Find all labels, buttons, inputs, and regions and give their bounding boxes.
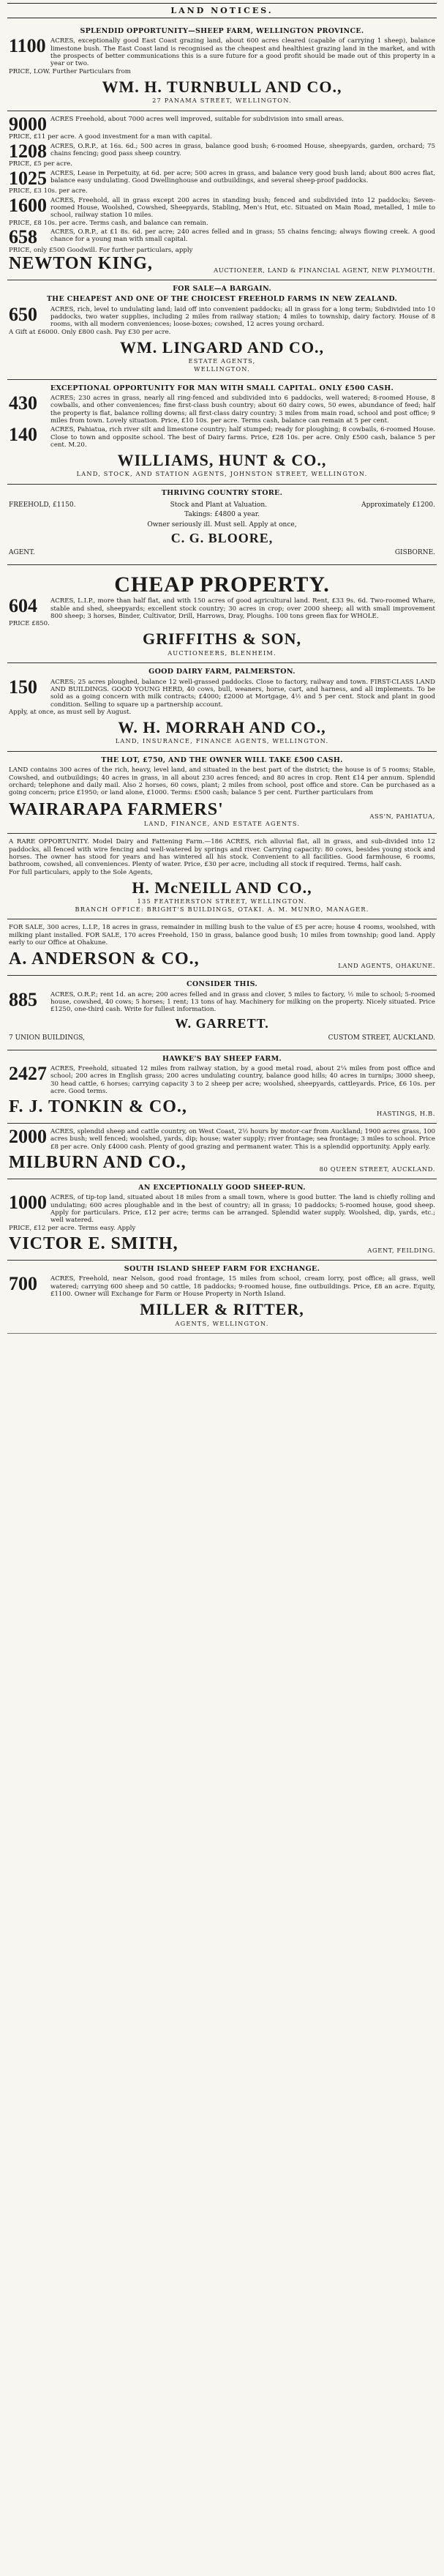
firm-name: W. H. MORRAH AND CO.,	[118, 718, 326, 737]
firm-name: WILLIAMS, HUNT & CO.,	[117, 451, 327, 470]
land-notices-page	[7, 0, 437, 1334]
ad-body: ACRES, O.R.P., at £1 8s. 6d. per acre; 240 acres felled and in grass; 55 chains fencing; always flowing creek. A good chance for a young man with small capital.	[50, 228, 435, 244]
ad-price: PRICE, only £500 Goodwill. For further particulars, apply	[9, 246, 193, 254]
ad-acreage: 700	[9, 1273, 37, 1295]
ad-body: ACRES, exceptionally good East Coast grazing land, about 600 acres cleared (capable of carrying 1 sheep), balance limestone bush. The East Coast land is recognised as the cheapest and healthiest grazing land in the market, and with the prospects of better communications this is a sure future for a good profit should be made out of this property in a year or two.	[50, 37, 435, 68]
ad-tonkin	[7, 1050, 437, 1124]
firm-name: WM. H. TURNBULL AND CO.,	[102, 77, 342, 96]
ad-price: A Gift at £6000. Only £800 cash. Pay £30 per acre.	[9, 328, 171, 336]
ad-body: ACRES; 25 acres ploughed, balance 12 well-grassed paddocks. Close to factory, railway and town. FIRST-CLASS LAND AND BUILDINGS. GOOD YOUNG HERD, 40 cows, bull, weaners, horse, cart, and harness, and all implements. To be sold as a going concern with milk contracts; £4000; £2000 at Mortgage, 4½ and 5 per cent. Stock and plant in good condition. Selling to square up a partnership account.	[50, 678, 435, 709]
ad-price: PRICE, LOW. Further Particulars from	[9, 67, 131, 75]
ad-acreage: 885	[9, 988, 37, 1010]
listing	[9, 194, 435, 220]
firm-title: AUCTIONEERS, BLENHEIM.	[168, 649, 276, 657]
firm-city: WELLINGTON.	[194, 365, 250, 373]
ad-headline: AN EXCEPTIONALLY GOOD SHEEP-RUN.	[138, 1184, 306, 1192]
ad-headline: FOR SALE—A BARGAIN.	[173, 285, 271, 294]
ad-body: ACRES, splendid sheep and cattle country, on West Coast, 2½ hours by motor-car from Auckland; 1900 acres grass, 100 acres bush; well fenced; woolshed, yards, dip; house; water supply; river frontage; sea frontage; 3 miles to school. Price £8 per acre. Only £4000 cash. Plenty of good grazing and permanent water. This is a splendid opportunity. Apply early.	[50, 1128, 435, 1151]
ad-price: PRICE, £12 per acre. Terms easy. Apply	[9, 1224, 136, 1232]
firm-name: MILLER & RITTER,	[140, 1300, 304, 1319]
ad-acreage: 1025	[9, 167, 47, 189]
stock-terms: Stock and Plant at Valuation.	[170, 501, 268, 509]
firm-footer	[9, 547, 435, 559]
ad-williams-hunt	[7, 380, 437, 485]
ad-headline: THRIVING COUNTRY STORE.	[161, 489, 283, 497]
ad-body: A RARE OPPORTUNITY. Model Dairy and Fattening Farm.—186 ACRES, rich alluvial flat, all in grass, and sub-divided into 12 paddocks, all fenced with wire fencing and well-watered by springs and river. Carrying capacity: 80 cows, besides young stock and horses. The owner has stood for years and has wintered all his stock. Convenient to all facilities. Good farmhouse, 6 rooms, bathroom, cowshed, all conveniences. Plenty of water. Price, £30 per acre, including all stock if required. Terms, half cash.	[9, 838, 435, 869]
ad-headline: SPLENDID OPPORTUNITY—SHEEP FARM, WELLINGTON PROVINCE.	[80, 27, 364, 35]
ad-wairarapa	[7, 752, 437, 834]
firm-title: LAND, FINANCE, AND ESTATE AGENTS.	[143, 819, 301, 827]
listing	[9, 228, 435, 247]
ad-acreage: 1100	[9, 35, 46, 57]
ad-mcneill	[7, 834, 437, 919]
firm-name: F. J. TONKIN & CO.,	[9, 1097, 187, 1117]
store-terms	[9, 499, 435, 511]
ad-miller-ritter	[7, 1261, 437, 1334]
approx-value: Approximately £1200.	[361, 501, 435, 509]
ad-milburn	[7, 1124, 437, 1179]
listing	[9, 167, 435, 189]
ad-bloore	[7, 485, 437, 565]
firm-title: LAND, INSURANCE, FINANCE AGENTS, WELLINGTON.	[115, 737, 329, 745]
ad-acreage: 1000	[9, 1192, 47, 1214]
ad-acreage: 150	[9, 676, 37, 698]
ad-headline: HAWKE'S BAY SHEEP FARM.	[162, 1054, 282, 1063]
ad-body: ACRES, L.I.P., more than half flat, and with 150 acres of good agricultural land. Rent, £33 9s. 6d. Two-roomed Whare, stable and shed, sheepyards; excellent stock country; 30 acres in crop; over 2000 sheep; all with small improvement 800 sheep; 3 horses, Binder, Cultivator, Drill, Harrows, Dray, Ploughs. 100 tons green flax for WHOLE.	[50, 597, 435, 620]
firm-name: MILBURN AND CO.,	[9, 1153, 187, 1173]
ad-body: ACRES, Lease in Perpetuity, at 6d. per acre; 500 acres in grass, and balance very good bush land; about 800 acres flat, balance easy undulating. Good Dwellinghouse and outbuildings, and several sheep-proof paddocks.	[50, 169, 435, 185]
firm-address: 7 UNION BUILDINGS,	[9, 1034, 85, 1042]
ad-headline: EXCEPTIONAL OPPORTUNITY FOR MAN WITH SMALL CAPITAL. ONLY £500 CASH.	[50, 384, 394, 392]
ad-lingard	[7, 280, 437, 380]
firm-name: H. McNEILL AND CO.,	[132, 878, 312, 897]
ad-acreage: 140	[9, 424, 37, 446]
ad-body: ACRES; 230 acres in grass, nearly all ring-fenced and subdivided into 6 paddocks, well watered; 8-roomed House, 8 cowballs, and other conveniences; fine first-class bush country; about 60 dairy cows, 50 ewes, abundance of feed; half the property is flat, balance rolling downs; all first-class dairy country; 3 miles from main road, school and post office; 9 miles from town. Lovely situation. Price, £10 10s. per acre. Terms cash, balance can remain at 5 per cent.	[50, 394, 435, 425]
ad-acreage: 9000	[9, 113, 47, 135]
ad-subheadline: THE CHEAPEST AND ONE OF THE CHOICEST FREEHOLD FARMS IN NEW ZEALAND.	[46, 295, 398, 304]
ad-body: ACRES, O.R.P., at 16s. 6d.; 500 acres in grass, balance good bush; 6-roomed House, sheepyards, garden, orchard; 75 chains fencing; good pass sheep country.	[50, 142, 435, 158]
ad-price: PRICE, £8 10s. per acre. Terms cash, and balance can remain.	[9, 219, 208, 227]
ad-acreage: 2000	[9, 1126, 47, 1148]
ad-price: PRICE, £11 per acre. A good investment for a man with capital.	[9, 133, 212, 141]
ad-turnbull	[7, 23, 437, 111]
firm-signature	[9, 1097, 435, 1117]
owner-note: Owner seriously ill. Must sell. Apply at once,	[147, 521, 297, 529]
page-title: LAND NOTICES.	[7, 3, 437, 18]
firm-name: A. ANDERSON & CO.,	[9, 949, 200, 969]
ad-apply: Apply, at once, as must sell by August.	[9, 708, 132, 716]
ad-price: PRICE £850.	[9, 620, 50, 628]
freehold-price: FREEHOLD, £1150.	[9, 501, 76, 509]
firm-signature	[9, 949, 435, 969]
ad-price: PRICE, £3 10s. per acre.	[9, 187, 88, 195]
ad-newton-king	[7, 111, 437, 280]
firm-title: AGENT, FEILDING.	[367, 1247, 435, 1255]
ad-griffiths	[7, 565, 437, 663]
ad-headline: SOUTH ISLAND SHEEP FARM FOR EXCHANGE.	[124, 1265, 320, 1274]
ad-body: ACRES, Freehold, all in grass except 200 acres in standing bush; fenced and subdivided into 12 paddocks; Seven-roomed House, Woolshed, Cowshed, Sheepyards, Stabling, Men's Hut, etc. Situated on Main Road, metalled, 1 mile to school, railway station 10 miles.	[50, 196, 435, 220]
firm-title: LAND AGENTS, OHAKUNE.	[338, 962, 435, 970]
ad-acreage: 604	[9, 595, 37, 617]
ad-acreage: 430	[9, 392, 37, 414]
firm-address: 27 PANAMA STREET, WELLINGTON.	[152, 97, 292, 105]
ad-body: ACRES, O.R.P.; rent 1d. an acre; 200 acres felled and in grass and clover, 5 miles to factory, ½ mile to school; 5-roomed house, cowshed, 40 cows; 5 horses; 1 rent; 13 tons of hay. Machinery for milking on the property. Nicely situated. Price £1250, one-third cash. Write for fullest information.	[50, 990, 435, 1014]
ad-acreage: 2427	[9, 1062, 47, 1084]
ad-body: ACRES, Freehold, near Nelson, good road frontage, 15 miles from school, cream lorry, post office; all grass, well watered; carrying 600 sheep and 50 cattle, 18 paddocks; 9-roomed house, fine outbuildings. Price, £8 an acre. Equity, £1100. Owner will Exchange for Farm or House Property in North Island.	[50, 1275, 435, 1299]
ad-acreage: 1600	[9, 194, 47, 216]
ad-body: LAND contains 300 acres of the rich, heavy, level land, and situated in the best part of the district; the house is of 5 rooms; Stable, Cowshed, and outbuildings; 40 acres in grass, in all about 230 acres fenced; and 80 acres in crop. Rent £14 per annum. Splendid orchard; telephone and daily mail. Also 2 horses, 60 cows, plant; 2 miles from school, post office and store. Can be purchased as a going concern; price £1950; or land alone, £1000. Terms: £500 cash; balance 5 per cent. Further particulars from	[9, 766, 435, 797]
ad-body: ACRES, of tip-top land, situated about 18 miles from a small town, where is good butter. The land is chiefly rolling and undulating; 600 acres ploughable and in the best of country; all in grass; 10 paddocks; 5-roomed house, good sheep. Apply for particulars. Price, £12 per acre; terms can be arranged. Splendid water supply. Woolshed, dip, yards, etc.; well watered.	[50, 1194, 435, 1225]
firm-footer	[9, 1032, 435, 1044]
ad-acreage: 1208	[9, 140, 47, 162]
ad-garrett	[7, 976, 437, 1050]
firm-name: WAIRARAPA FARMERS'	[9, 799, 224, 819]
ad-apply: For full particulars, apply to the Sole Agents,	[9, 868, 153, 876]
firm-title: AGENT.	[9, 549, 35, 557]
firm-signature	[9, 800, 435, 820]
firm-place: ASS'N, PAHIATUA,	[369, 812, 435, 820]
ad-morrah	[7, 663, 437, 752]
firm-title: 80 QUEEN STREET, AUCKLAND.	[319, 1165, 435, 1173]
firm-signature	[9, 1234, 435, 1254]
ad-headline: CONSIDER THIS.	[186, 980, 258, 989]
ad-body: ACRES, Pahiatua, rich river silt and limestone country; half stumped; ready for ploughing; 8 cowbails, 6-roomed House. Close to town and opposite school. The best of Dairy farms. Price, £28 10s. per acre. Only £500 cash, balance 5 per cent. M.20.	[50, 426, 435, 449]
firm-name: W. GARRETT.	[175, 1015, 269, 1031]
ad-anderson	[7, 919, 437, 976]
store-takings: Takings: £4800 a year.	[184, 511, 260, 519]
listing	[9, 426, 435, 449]
ad-acreage: 650	[9, 303, 37, 325]
ad-headline: CHEAP PROPERTY.	[114, 572, 330, 597]
firm-title: AGENTS, WELLINGTON.	[175, 1319, 269, 1327]
firm-address: 135 FEATHERSTON STREET, WELLINGTON.	[137, 897, 307, 906]
firm-signature	[9, 254, 435, 274]
firm-street: CUSTOM STREET, AUCKLAND.	[328, 1034, 435, 1042]
firm-title: HASTINGS, H.B.	[377, 1110, 435, 1118]
ad-body: ACRES, rich, level to undulating land; laid off into convenient paddocks; all in grass for a long term; Subdivided into 10 paddocks, two water supplies, including 2 miles from railway station; 4 miles to township, dairy factory. House of 8 rooms, with all modern conveniences; loose-boxes; cowshed, 12 acres young orchard.	[50, 305, 435, 329]
firm-name: VICTOR E. SMITH,	[9, 1234, 178, 1254]
firm-name: C. G. BLOORE,	[170, 531, 274, 546]
listing	[9, 140, 435, 162]
firm-branch: BRANCH OFFICE: BRIGHT'S BUILDINGS, OTAKI. A. M. MUNRO, MANAGER.	[75, 905, 369, 913]
firm-name: GRIFFITHS & SON,	[142, 630, 302, 649]
listing	[9, 392, 435, 425]
firm-city: GISBORNE.	[394, 549, 435, 557]
firm-name: WM. LINGARD AND CO.,	[119, 338, 325, 357]
ad-headline: THE LOT, £750, AND THE OWNER WILL TAKE £500 CASH.	[101, 756, 343, 765]
firm-title: LAND, STOCK, AND STATION AGENTS, JOHNSTON STREET, WELLINGTON.	[76, 470, 368, 478]
ad-body: ACRES Freehold, about 7000 acres well improved, suitable for subdivision into small areas.	[50, 115, 345, 123]
firm-signature	[9, 1153, 435, 1173]
firm-title: ESTATE AGENTS,	[188, 357, 256, 365]
listing	[9, 113, 435, 135]
ad-smith	[7, 1179, 437, 1261]
ad-headline: GOOD DAIRY FARM, PALMERSTON.	[148, 668, 296, 676]
ad-body: FOR SALE, 300 acres, L.I.P., 18 acres in grass, remainder in milling bush to the value of £5 per acre; house 4 rooms, woolshed, with milking plant installed. FOR SALE, 170 acres Freehold, 150 in grass, balance good bush; 10 miles from township; good land. Apply early to our Office at Ohakune.	[9, 924, 435, 947]
ad-price: PRICE, £5 per acre.	[9, 160, 72, 168]
ad-acreage: 658	[9, 226, 37, 248]
ad-body: ACRES, Freehold, situated 12 miles from railway station, by a good metal road, about 2¼ miles from post office and school; 200 acres in English grass; 200 acres undulating country, balance good hills; 40 acres in turnips; 3000 sheep, 30 head cattle, 6 horses; carrying capacity 3 to 2 sheep per acre; woolshed, sheepyards, cattleyards. Price, £6 10s. per acre. Good terms.	[50, 1064, 435, 1095]
firm-title: AUCTIONEER, LAND & FINANCIAL AGENT, NEW PLYMOUTH.	[214, 266, 435, 275]
firm-name: NEWTON KING,	[9, 254, 153, 274]
